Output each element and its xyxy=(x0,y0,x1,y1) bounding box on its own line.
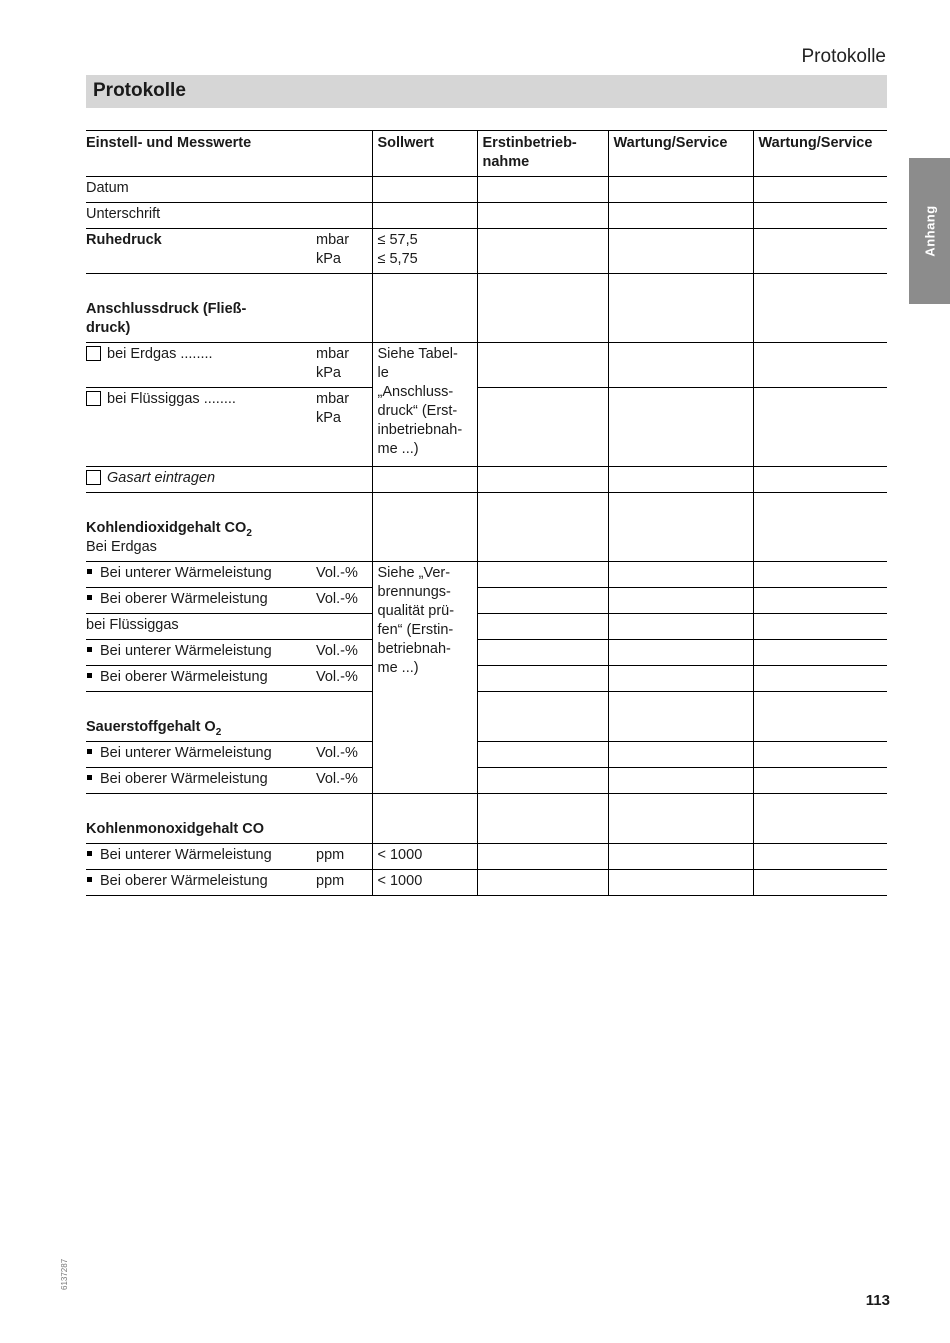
co-ober-cell xyxy=(86,870,311,896)
unit-fluessiggas: mbar kPa xyxy=(311,388,372,467)
table-row-o2-ober xyxy=(86,768,887,794)
bullet-icon xyxy=(87,569,92,574)
header-erstinbetriebnahme: Erstinbetrieb- nahme xyxy=(477,131,608,177)
table-row-co2-fluessig-ober xyxy=(86,666,887,692)
entry-cell[interactable] xyxy=(753,666,887,692)
running-header: Protokolle xyxy=(801,46,886,67)
label-co2-erdgas: Bei Erdgas xyxy=(86,539,157,555)
table-row-co2-fluessig xyxy=(86,614,887,640)
entry-cell[interactable] xyxy=(753,177,887,203)
co2-erdgas-ober-cell xyxy=(86,588,311,614)
soll-ruhedruck: ≤ 57,5 ≤ 5,75 xyxy=(372,229,477,274)
entry-cell[interactable] xyxy=(753,640,887,666)
unit-vol: Vol.-% xyxy=(311,666,372,692)
label-unter: Bei unterer Wärmeleistung xyxy=(100,643,272,659)
label-ober: Bei oberer Wärmeleistung xyxy=(100,669,268,685)
entry-cell[interactable] xyxy=(477,844,608,870)
table-row-ruhedruck xyxy=(86,229,887,274)
table-row-erdgas-druck xyxy=(86,343,887,388)
section-title: Protokolle xyxy=(93,80,186,101)
entry-cell[interactable] xyxy=(477,614,608,640)
bullet-icon xyxy=(87,647,92,652)
unit-vol: Vol.-% xyxy=(311,640,372,666)
unit-ppm: ppm xyxy=(311,870,372,896)
table-row-datum xyxy=(86,177,887,203)
option-erdgas xyxy=(86,343,311,388)
entry-cell[interactable] xyxy=(608,388,753,467)
entry-cell[interactable] xyxy=(753,844,887,870)
o2-heading-cell xyxy=(86,692,372,742)
unit-vol: Vol.-% xyxy=(311,768,372,794)
entry-cell[interactable] xyxy=(608,203,753,229)
section-title-bar xyxy=(86,75,887,108)
entry-cell[interactable] xyxy=(753,870,887,896)
co2-heading-cell xyxy=(86,493,372,562)
entry-cell[interactable] xyxy=(608,562,753,588)
table-row-anschluss-heading xyxy=(86,274,887,343)
entry-cell[interactable] xyxy=(477,343,608,388)
entry-cell[interactable] xyxy=(477,666,608,692)
co2-fluessig-ober-cell xyxy=(86,666,311,692)
entry-cell[interactable] xyxy=(753,614,887,640)
gasart-checkbox[interactable] xyxy=(86,470,101,485)
option-gasart xyxy=(86,467,372,493)
table-row-o2-heading xyxy=(86,692,887,742)
entry-cell[interactable] xyxy=(477,177,608,203)
entry-cell[interactable] xyxy=(753,203,887,229)
bullet-icon xyxy=(87,851,92,856)
unit-ruhedruck: mbar kPa xyxy=(311,229,372,274)
entry-cell[interactable] xyxy=(608,229,753,274)
soll-anschlussdruck: Siehe Tabel- le „Anschluss- druck“ (Erst- inbetriebnah- me ...) xyxy=(372,343,477,467)
unit-erdgas: mbar kPa xyxy=(311,343,372,388)
bullet-icon xyxy=(87,877,92,882)
entry-cell[interactable] xyxy=(477,229,608,274)
header-sollwert: Sollwert xyxy=(372,131,477,177)
label-ruhedruck: Ruhedruck xyxy=(86,229,311,274)
label-ober: Bei oberer Wärmeleistung xyxy=(100,591,268,607)
heading-co2-subscript: 2 xyxy=(246,527,252,539)
entry-cell[interactable] xyxy=(477,588,608,614)
entry-cell[interactable] xyxy=(477,388,608,467)
label-datum: Datum xyxy=(86,177,372,203)
soll-co-ober: < 1000 xyxy=(372,870,477,896)
entry-cell[interactable] xyxy=(753,229,887,274)
heading-o2-subscript: 2 xyxy=(215,726,222,738)
entry-cell[interactable] xyxy=(608,870,753,896)
table-row-co-ober xyxy=(86,870,887,896)
soll-verbrennung: Siehe „Ver- brennungs- qualität prü- fen“ (Erstin- betriebnah- me ...) xyxy=(372,562,477,692)
soll-co-unter: < 1000 xyxy=(372,844,477,870)
entry-cell[interactable] xyxy=(608,177,753,203)
label-co2-fluessiggas: bei Flüssiggas xyxy=(86,614,372,640)
entry-cell[interactable] xyxy=(753,768,887,794)
unit-vol: Vol.-% xyxy=(311,588,372,614)
label-fluessiggas: bei Flüssiggas ........ xyxy=(107,391,236,407)
unit-vol: Vol.-% xyxy=(311,562,372,588)
label-ober: Bei oberer Wärmeleistung xyxy=(100,873,268,889)
entry-cell[interactable] xyxy=(753,742,887,768)
table-row-fluessig-druck xyxy=(86,388,887,467)
co2-erdgas-unter-cell xyxy=(86,562,311,588)
entry-cell[interactable] xyxy=(608,588,753,614)
entry-cell[interactable] xyxy=(477,870,608,896)
side-tab-anhang[interactable] xyxy=(909,158,950,304)
entry-cell[interactable] xyxy=(477,467,608,493)
header-wartung-1: Wartung/Service xyxy=(608,131,753,177)
heading-co2-text: Kohlendioxidgehalt CO xyxy=(86,520,247,536)
unit-ppm: ppm xyxy=(311,844,372,870)
entry-cell[interactable] xyxy=(753,343,887,388)
entry-cell[interactable] xyxy=(608,844,753,870)
entry-cell[interactable] xyxy=(753,388,887,467)
bullet-icon xyxy=(87,673,92,678)
entry-cell[interactable] xyxy=(753,588,887,614)
label-unter: Bei unterer Wärmeleistung xyxy=(100,847,272,863)
label-erdgas: bei Erdgas ........ xyxy=(107,346,213,362)
entry-cell[interactable] xyxy=(608,467,753,493)
table-row-co2-heading xyxy=(86,493,887,562)
table-row-co-heading xyxy=(86,794,887,844)
bullet-icon xyxy=(87,749,92,754)
fluessiggas-checkbox[interactable] xyxy=(86,391,101,406)
table-row-co-unter xyxy=(86,844,887,870)
entry-cell[interactable] xyxy=(477,640,608,666)
heading-co2 xyxy=(86,520,252,539)
table-row-o2-unter xyxy=(86,742,887,768)
entry-cell[interactable] xyxy=(608,768,753,794)
co2-fluessig-unter-cell xyxy=(86,640,311,666)
entry-cell[interactable] xyxy=(608,640,753,666)
label-unter: Bei unterer Wärmeleistung xyxy=(100,745,272,761)
entry-cell[interactable] xyxy=(608,614,753,640)
bullet-icon xyxy=(87,595,92,600)
label-gasart: Gasart eintragen xyxy=(107,470,216,486)
side-tab-label: Anhang xyxy=(922,205,937,257)
page-number: 113 xyxy=(865,1292,890,1309)
o2-ober-cell xyxy=(86,768,311,794)
table-row-co2-erdgas-ober xyxy=(86,588,887,614)
entry-cell[interactable] xyxy=(608,343,753,388)
table-row-co2-erdgas-unter xyxy=(86,562,887,588)
label-unter: Bei unterer Wärmeleistung xyxy=(100,565,272,581)
entry-cell[interactable] xyxy=(608,666,753,692)
unit-vol: Vol.-% xyxy=(311,742,372,768)
entry-cell[interactable] xyxy=(753,467,887,493)
o2-unter-cell xyxy=(86,742,311,768)
entry-cell[interactable] xyxy=(753,562,887,588)
table-header-row xyxy=(86,131,887,177)
heading-o2-text: Sauerstoffgehalt O xyxy=(86,719,216,735)
bullet-icon xyxy=(87,775,92,780)
entry-cell[interactable] xyxy=(477,768,608,794)
entry-cell[interactable] xyxy=(477,742,608,768)
header-wartung-2: Wartung/Service xyxy=(753,131,887,177)
document-code: 6137287 xyxy=(60,1258,69,1290)
option-fluessiggas xyxy=(86,388,311,467)
label-unterschrift: Unterschrift xyxy=(86,203,372,229)
table-row-gasart xyxy=(86,467,887,493)
header-param: Einstell- und Messwerte xyxy=(86,131,372,177)
protocol-table xyxy=(86,130,887,896)
entry-cell[interactable] xyxy=(477,562,608,588)
heading-anschlussdruck: Anschlussdruck (Fließ- druck) xyxy=(86,274,372,343)
heading-co: Kohlenmonoxidgehalt CO xyxy=(86,794,372,844)
entry-cell[interactable] xyxy=(477,203,608,229)
table-row-co2-fluessig-unter xyxy=(86,640,887,666)
label-ober: Bei oberer Wärmeleistung xyxy=(100,771,268,787)
erdgas-checkbox[interactable] xyxy=(86,346,101,361)
co-unter-cell xyxy=(86,844,311,870)
table-row-unterschrift xyxy=(86,203,887,229)
entry-cell[interactable] xyxy=(608,742,753,768)
